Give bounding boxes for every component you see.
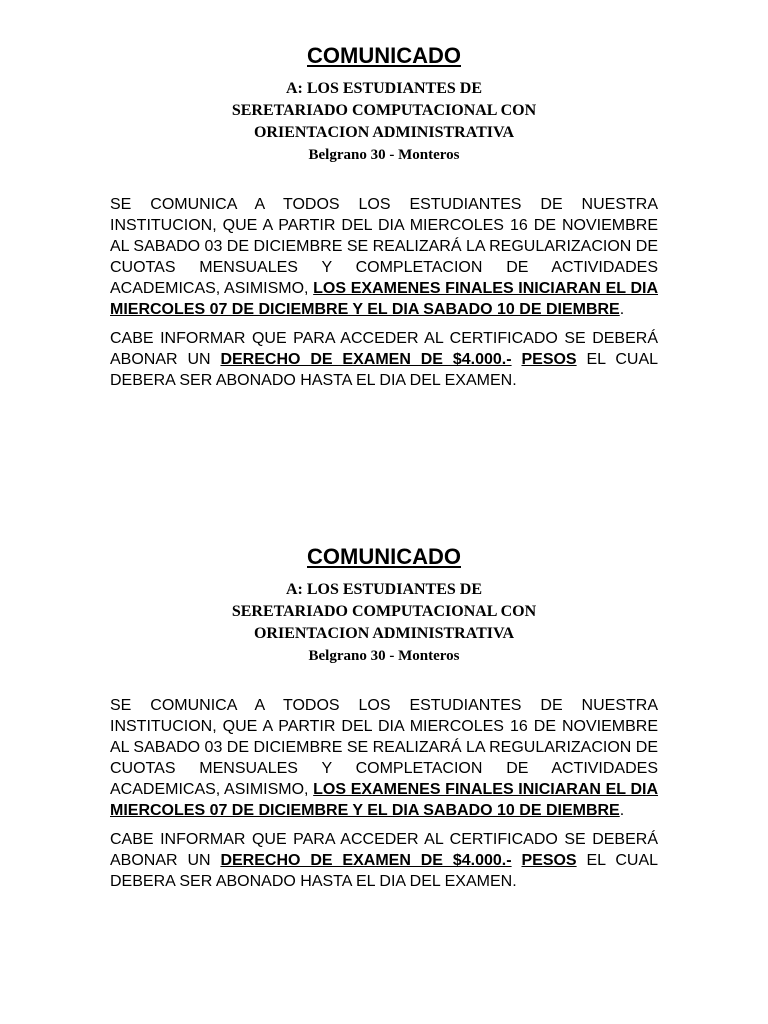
recipient-line: SERETARIADO COMPUTACIONAL CON xyxy=(231,102,537,119)
paragraph-text: EL CUAL DEBERA SER ABONADO HASTA EL DIA DEL EXAMEN. xyxy=(110,852,659,890)
paragraph-text: SE COMUNICA A TODOS LOS ESTUDIANTES DE NUESTRA INSTITUCION, QUE A PARTIR DEL DIA MIERCOLES 16 DE NOVIEMBRE AL SABADO 03 DE DICIEMBRE SE REALIZARÁ LA REGULARIZACION DE CUOTAS MENSUALES Y COMPLETACION DE ACTIVIDADES ACADEMICAS, ASIMISMO, xyxy=(110,697,659,798)
fee-paragraph xyxy=(110,328,658,391)
paragraph-end: . xyxy=(619,802,625,819)
recipient-line: A: LOS ESTUDIANTES DE xyxy=(285,581,483,598)
paragraph-space xyxy=(512,852,522,869)
paragraph-text: SE COMUNICA A TODOS LOS ESTUDIANTES DE NUESTRA INSTITUCION, QUE A PARTIR DEL DIA MIERCOLES 16 DE NOVIEMBRE AL SABADO 03 DE DICIEMBRE SE REALIZARÁ LA REGULARIZACION DE CUOTAS MENSUALES Y COMPLETACION DE ACTIVIDADES ACADEMICAS, ASIMISMO, xyxy=(110,196,659,297)
paragraph-end: . xyxy=(619,301,625,318)
notice-second xyxy=(110,543,658,892)
fee-paragraph xyxy=(110,829,658,892)
recipient-line: SERETARIADO COMPUTACIONAL CON xyxy=(231,603,537,620)
notice-title: COMUNICADO xyxy=(307,43,461,68)
paragraph-text: EL CUAL DEBERA SER ABONADO HASTA EL DIA DEL EXAMEN. xyxy=(110,351,659,389)
recipient-block xyxy=(110,579,658,667)
paragraph-text: CABE INFORMAR QUE PARA ACCEDER AL CERTIFICADO SE DEBERÁ ABONAR UN xyxy=(110,831,658,869)
announcement-paragraph xyxy=(110,695,658,821)
fee-emphasis: DERECHO DE EXAMEN DE $4.000.- xyxy=(220,351,512,368)
recipient-line: ORIENTACION ADMINISTRATIVA xyxy=(253,625,515,642)
paragraph-space xyxy=(512,351,522,368)
exam-dates-emphasis: LOS EXAMENES FINALES INICIARAN EL DIA MIERCOLES 07 DE DICIEMBRE Y EL DIA SABADO 10 DE DIEMBRE xyxy=(110,280,659,318)
fee-currency-emphasis: PESOS xyxy=(521,351,577,368)
exam-dates-emphasis: LOS EXAMENES FINALES INICIARAN EL DIA MIERCOLES 07 DE DICIEMBRE Y EL DIA SABADO 10 DE DIEMBRE xyxy=(110,781,659,819)
announcement-paragraph xyxy=(110,194,658,320)
recipient-block xyxy=(110,78,658,166)
recipient-line: A: LOS ESTUDIANTES DE xyxy=(285,80,483,97)
notice-first xyxy=(110,42,658,391)
institution-address: Belgrano 30 - Monteros xyxy=(308,648,460,664)
institution-address: Belgrano 30 - Monteros xyxy=(308,147,460,163)
notice-title: COMUNICADO xyxy=(307,544,461,569)
fee-emphasis: DERECHO DE EXAMEN DE $4.000.- xyxy=(220,852,512,869)
paragraph-text: CABE INFORMAR QUE PARA ACCEDER AL CERTIFICADO SE DEBERÁ ABONAR UN xyxy=(110,330,658,368)
recipient-line: ORIENTACION ADMINISTRATIVA xyxy=(253,124,515,141)
fee-currency-emphasis: PESOS xyxy=(521,852,577,869)
